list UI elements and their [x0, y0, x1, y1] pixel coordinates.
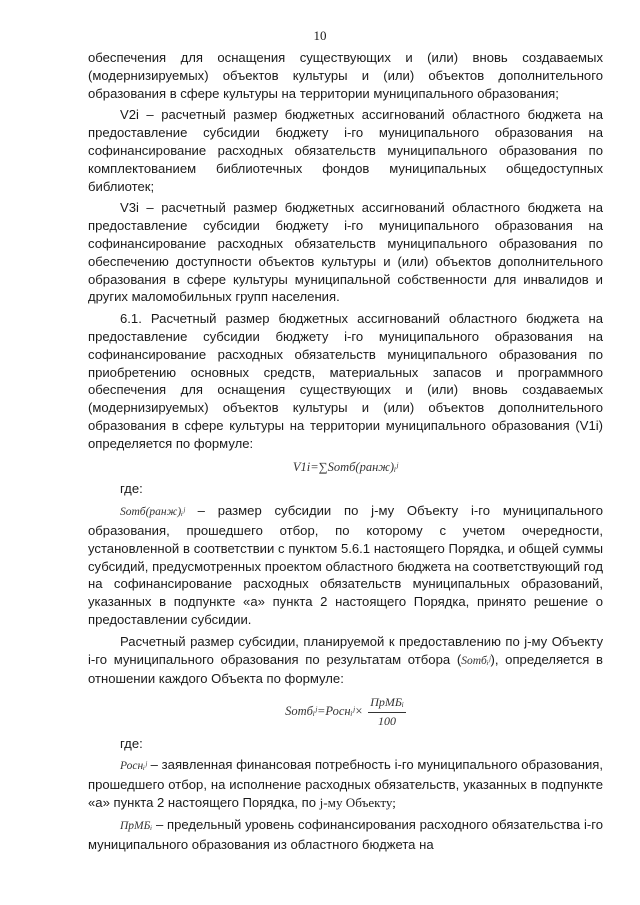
paragraph-6-1: 6.1. Расчетный размер бюджетных ассигнований областного бюджета на предоставление субсидии бюджету i-го муниципального образования на софинансирование расходных обязательств муниципального образования по приобретению основных средств, материальных запасов и программного обеспечения для оснащения существующих и (или) вновь создаваемых (модернизируемых) объектов культуры и (или) объектов дополнительного образования в сфере культуры на территории муниципального образования (V1i) определяется по формуле: [88, 311, 603, 451]
paragraph-sotb-ranzh [88, 502, 603, 629]
symbol-rosn: Роснᵢʲ [120, 760, 147, 773]
prmb-definition: – предельный уровень софинансирования расходного обязательства i-го муниципального образования из областного бюджета на [88, 816, 604, 852]
page-number: 10 [313, 28, 327, 43]
fraction-numerator: ПрМБᵢ [368, 694, 406, 713]
where-label-1: где: [120, 481, 143, 497]
where-label-2: где: [120, 735, 143, 751]
document-body [88, 49, 603, 857]
formula-sotb-left: Sотбᵢʲ=Роснᵢʲ× [285, 704, 364, 719]
paragraph-v3i: V3i – расчетный размер бюджетных ассигнований областного бюджета на предоставление субсидии бюджету i-го муниципального образования на софинансирование расходных обязательств муниципального образования по обеспечению доступности объектов культуры и (или) объектов дополнительного образования в сфере культуры муниципальной собственности для инвалидов и других маломобильных групп населения. [88, 200, 603, 305]
rosn-definition-a: – заявленная финансовая потребность i-го муниципального образования, прошедшего отбор, на исполнение расходных обязательств, указанных в подпункте «а» пункта 2 настоящего Порядка, по [88, 757, 603, 811]
symbol-sotb: Sотбᵢʲ [461, 654, 491, 667]
calculated-size-text-b: ), определяется в отношении каждого Объекта по формуле: [88, 651, 603, 687]
rosn-definition-b: j-му Объекту; [319, 795, 396, 811]
sotb-ranzh-definition: – размер субсидии по j-му Объекту i-го муниципального образования, прошедшего отбор, по которому с учетом очередности, установленной в соответствии с пунктом 5.6.1 настоящего Порядка, и общей суммы субсидий, предусмотренных проектом областного бюджета на соответствующий год на софинансирование расходных обязательств муниципальных образований, указанных в подпункте «а» пункта 2 настоящего Порядка, принято решение о предоставлении субсидии. [88, 503, 603, 627]
formula-v1i: V1i=∑Sотб(ранж)ᵢʲ [292, 459, 399, 474]
symbol-prmb: ПрМБᵢ [120, 819, 153, 832]
paragraph-rosn [88, 756, 603, 811]
paragraph-v2i: V2i – расчетный размер бюджетных ассигнований областного бюджета на предоставление субсидии бюджету i-го муниципального образования на софинансирование расходных обязательств муниципального образования по комплектованием библиотечных фондов муниципальных общедоступных библиотек; [88, 107, 603, 194]
fraction-denominator: 100 [378, 713, 397, 728]
symbol-sotb-ranzh: Sотб(ранж)ᵢʲ [120, 506, 185, 519]
calculated-size-text-a: Расчетный размер субсидии, планируемой к предоставлению по j-му Объекту i-го муниципального образования по результатам отбора ( [88, 633, 603, 667]
paragraph-calculated-size [88, 633, 603, 688]
formula-sotb-fraction [368, 694, 406, 731]
paragraph-prmb [88, 816, 603, 854]
paragraph-continuation: обеспечения для оснащения существующих и (или) вновь создаваемых (модернизируемых) объектов культуры и (или) объектов дополнительного образования в сфере культуры на территории муниципального образования; [88, 50, 603, 101]
formula-sotb [88, 694, 603, 731]
